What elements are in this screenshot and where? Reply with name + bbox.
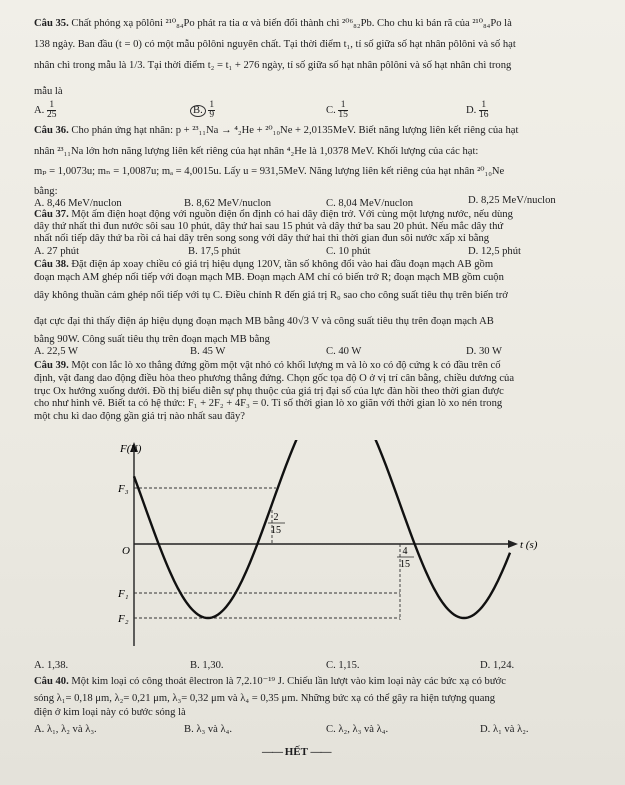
q38-line-3: dây không thuần cảm ghép nối tiếp với tụ C. Điều chỉnh R đến giá trị R₀ sao cho công suất tiêu thụ trên biến trở	[34, 290, 508, 301]
force-curve	[134, 440, 510, 618]
q36-option-c: C. 8,04 MeV/nuclon	[326, 198, 414, 209]
q37-option-c: C. 10 phút	[326, 246, 371, 257]
q35-line-3: nhân chì trong mẫu là 1/3. Tại thời điểm t₂ = t₁ + 276 ngày, tỉ số giữa số hạt nhân pôlôni và số hạt nhân chì trong	[34, 60, 512, 71]
q39-line-2: định, vật đang dao động điều hòa theo phương thẳng đứng. Chọn gốc tọa độ O ở vị trí cân bằng, chiều dương của	[34, 373, 515, 384]
q40-option-a: A. λ₁, λ₂ và λ₃.	[34, 724, 97, 735]
q37-line-2: dây thứ nhất thì đun nước sôi sau 10 phút, dây thứ hai sau 15 phút và dây thứ ba sau 20 phút. Nếu mắc dây thứ	[34, 221, 504, 232]
q35-line-4: mẫu là	[34, 86, 63, 97]
q37-line-1: Câu 37. Một ấm điện hoạt động với nguồn điện ổn định có hai dây điện trở. Với cùng một lượng nước, nếu dùng	[34, 209, 513, 220]
q35-option-d: D. $\frac{1}{16}$	[466, 100, 489, 120]
answer-mark: B.	[190, 105, 206, 117]
q35-option-b: B. $\frac{1}{9}$	[190, 101, 215, 120]
q37-option-b: B. 17,5 phút	[188, 246, 241, 257]
t2-numerator: 4	[402, 546, 408, 557]
origin-label: O	[122, 545, 130, 557]
q39-option-c: C. 1,15.	[326, 660, 360, 671]
q39-option-d: D. 1,24.	[480, 660, 515, 671]
q35-line-2: 138 ngày. Ban đầu (t = 0) có một mẫu pôlôni nguyên chất. Tại thời điểm t₁, tỉ số giữa số hạt nhân pôlôni và số hạt	[34, 39, 516, 50]
q36-line-2: nhân ²³₁₁Na lớn hơn năng lượng liên kết riêng của hạt nhân ⁴₂He là 1,0378 MeV. Khối lượng của các hạt:	[34, 146, 479, 157]
q38-option-a: A. 22,5 W	[34, 346, 78, 357]
t-axis-arrow	[508, 540, 518, 548]
f2-label: F₂	[118, 613, 129, 625]
q38-line-1: Câu 38. Đặt điện áp xoay chiều có giá trị hiệu dụng 120V, tần số không đổi vào hai đầu đoạn mạch AB gồm	[34, 259, 494, 270]
f1-label: F₁	[118, 588, 129, 600]
q36-option-b: B. 8,62 MeV/nuclon	[184, 198, 272, 209]
q40-line-1: Câu 40. Một kim loại có công thoát êlectron là 7,2.10⁻¹⁹ J. Chiếu lần lượt vào kim loại này các bức xạ có bước	[34, 676, 506, 687]
q38-line-4: đạt cực đại thì thấy điện áp hiệu dụng đoạn mạch MB bằng 40√3 V và công suất tiêu thụ trên đoạn mạch AB	[34, 316, 494, 327]
q40-option-d: D. λ₁ và λ₂.	[480, 724, 529, 735]
f3-label: F₃	[118, 483, 129, 495]
end-marker: —— HẾT ——	[262, 746, 331, 758]
q37-line-3: nhất nối tiếp dây thứ ba rồi cả hai dây trên song song với dây thứ hai thì thời gian đun sôi nước xấp xỉ bằng	[34, 233, 490, 244]
q37-option-a: A. 27 phút	[34, 246, 80, 257]
q35-option-c: C. $\frac{1}{15}$	[326, 100, 348, 120]
q35-option-a: A. $\frac{1}{25}$	[34, 100, 57, 120]
q39-line-3: trục Ox hướng xuống dưới. Đồ thị biểu diễn sự phụ thuộc của giá trị đại số của lực đàn hồi theo thời gian được	[34, 386, 504, 397]
q39-line-5: một chu kì dao động gần giá trị nào nhất sau đây?	[34, 411, 245, 422]
q40-line-3: điện ở kim loại này có bước sóng là	[34, 707, 186, 718]
q39-line-4: cho như hình vẽ. Biết ta có hệ thức: F₁ + 2F₂ + 4F₃ = 0. Tỉ số thời gian lò xo giãn với thời gian lò xo nén trong	[34, 398, 503, 409]
x-axis-label: t (s)	[520, 539, 538, 551]
q39-option-b: B. 1,30.	[190, 660, 224, 671]
q40-option-c: C. λ₂, λ₃ và λ₄.	[326, 724, 389, 735]
q36-line-3: mₚ = 1,0073u; mₙ = 1,0087u; mₐ = 4,0015u. Lấy u = 931,5MeV. Năng lượng liên kết riêng của hạt nhân ²⁰₁₀Ne	[34, 166, 505, 177]
q38-line-5: bằng 90W. Công suất tiêu thụ trên đoạn mạch MB bằng	[34, 334, 270, 345]
q40-option-b: B. λ₃ và λ₄.	[184, 724, 232, 735]
force-time-graph	[100, 440, 560, 660]
q36-line-4: bằng:	[34, 186, 58, 197]
t1-numerator: 2	[273, 512, 279, 523]
q38-option-d: D. 30 W	[466, 346, 502, 357]
q38-option-c: C. 40 W	[326, 346, 362, 357]
q38-line-2: đoạn mạch AM ghép nối tiếp với đoạn mạch MB. Đoạn mạch AM chỉ có biến trở R; đoạn mạch MB gồm cuộn	[34, 272, 504, 283]
q37-option-d: D. 12,5 phút	[468, 246, 521, 257]
q36-line-1: Câu 36. Cho phản ứng hạt nhân: p + ²³₁₁Na → ⁴₂He + ²⁰₁₀Ne + 2,0135MeV. Biết năng lượng liên kết riêng của hạt	[34, 125, 519, 136]
q39-line-1: Câu 39. Một con lắc lò xo thẳng đứng gồm một vật nhỏ có khối lượng m và lò xo có độ cứng k có đầu trên cố	[34, 360, 501, 371]
q36-option-d: D. 8,25 MeV/nuclon	[468, 195, 556, 206]
y-axis-label: F(N)	[120, 443, 142, 455]
q40-line-2: sóng λ₁= 0,18 μm, λ₂= 0,21 μm, λ₃= 0,32 μm và λ₄ = 0,35 μm. Những bức xạ có thể gây ra hiện tượng quang	[34, 693, 496, 704]
q36-option-a: A. 8,46 MeV/nuclon	[34, 198, 122, 209]
q38-option-b: B. 45 W	[190, 346, 226, 357]
q39-option-a: A. 1,38.	[34, 660, 69, 671]
t2-denominator: 15	[400, 559, 410, 570]
t1-denominator: 15	[271, 525, 281, 536]
q35-line-1: Câu 35. Chất phóng xạ pôlôni ²¹⁰₈₄Po phát ra tia α và biến đổi thành chì ²⁰⁶₈₂Pb. Cho chu kì bán rã của ²¹⁰₈₄Po là	[34, 18, 512, 29]
